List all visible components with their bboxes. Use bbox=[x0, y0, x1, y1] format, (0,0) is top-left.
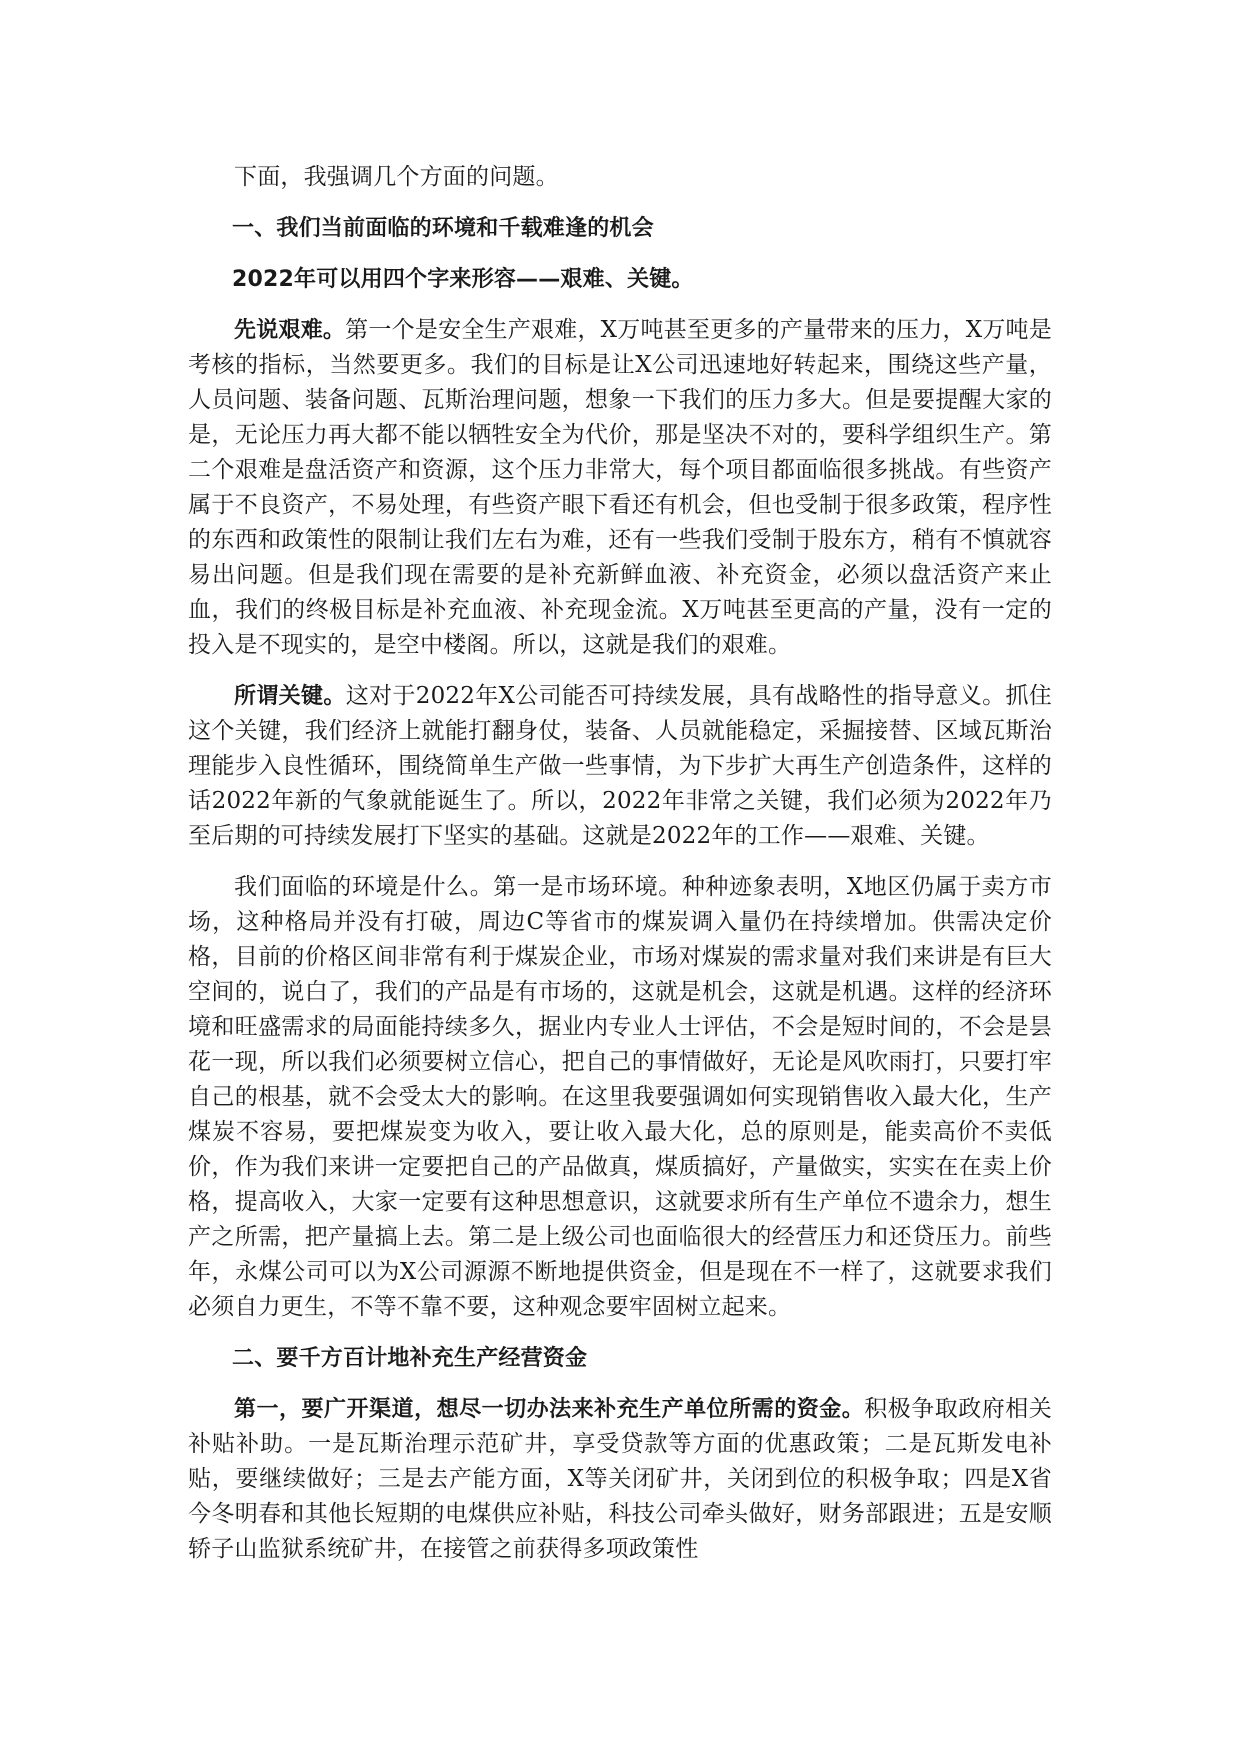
intro-paragraph: 下面，我强调几个方面的问题。 bbox=[234, 164, 559, 190]
paragraph-difficulty bbox=[188, 313, 1052, 663]
paragraph-first bbox=[188, 1392, 1052, 1567]
section-2-heading: 二、要千方百计地补充生产经营资金 bbox=[232, 1346, 588, 1371]
paragraph-key-lead: 所谓关键。 bbox=[234, 684, 346, 709]
document-body bbox=[188, 160, 1052, 1583]
paragraph-difficulty-lead: 先说艰难。 bbox=[234, 318, 346, 343]
paragraph-difficulty-body: 第一个是安全生产艰难，X万吨甚至更多的产量带来的压力，X万吨是考核的指标，当然要更多。我们的目标是让X公司迅速地好转起来，围绕这些产量，人员问题、装备问题、瓦斯治理问题，想象一下我们的压力多大。但是要提醒大家的是，无论压力再大都不能以牺牲安全为代价，那是坚决不对的，要科学组织生产。第二个艰难是盘活资产和资源，这个压力非常大，每个项目都面临很多挑战。有些资产属于不良资产，不易处理，有些资产眼下看还有机会，但也受制于很多政策，程序性的东西和政策性的限制让我们左右为难，还有一些我们受制于股东方，稍有不慎就容易出问题。但是我们现在需要的是补充新鲜血液、补充资金，必须以盘活资产来止血，我们的终极目标是补充血液、补充现金流。X万吨甚至更高的产量，没有一定的投入是不现实的，是空中楼阁。所以，这就是我们的艰难。 bbox=[188, 317, 1052, 658]
paragraph-key bbox=[188, 679, 1052, 854]
section-1-heading: 一、我们当前面临的环境和千载难逢的机会 bbox=[232, 216, 654, 241]
paragraph-first-body: 积极争取政府相关补贴补助。一是瓦斯治理示范矿井，享受贷款等方面的优惠政策；二是瓦斯发电补贴，要继续做好；三是去产能方面，X等关闭矿井，关闭到位的积极争取；四是X省今冬明春和其他长短期的电煤供应补贴，科技公司牵头做好，财务部跟进；五是安顺轿子山监狱系统矿井，在接管之前获得多项政策性 bbox=[188, 1396, 1052, 1562]
subheading-2022: 2022年可以用四个字来形容——艰难、关键。 bbox=[232, 267, 694, 292]
paragraph-key-body: 这对于2022年X公司能否可持续发展，具有战略性的指导意义。抓住这个关键，我们经济上就能打翻身仗，装备、人员就能稳定，采掘接替、区域瓦斯治理能步入良性循环，围绕简单生产做一些事情，为下步扩大再生产创造条件，这样的话2022年新的气象就能诞生了。所以，2022年非常之关键，我们必须为2022年乃至后期的可持续发展打下坚实的基础。这就是2022年的工作——艰难、关键。 bbox=[188, 683, 1052, 849]
paragraph-environment: 我们面临的环境是什么。第一是市场环境。种种迹象表明，X地区仍属于卖方市场，这种格局并没有打破，周边C等省市的煤炭调入量仍在持续增加。供需决定价格，目前的价格区间非常有利于煤炭企业，市场对煤炭的需求量对我们来讲是有巨大空间的，说白了，我们的产品是有市场的，这就是机会，这就是机遇。这样的经济环境和旺盛需求的局面能持续多久，据业内专业人士评估，不会是短时间的，不会是昙花一现，所以我们必须要树立信心，把自己的事情做好，无论是风吹雨打，只要打牢自己的根基，就不会受太大的影响。在这里我要强调如何实现销售收入最大化，生产煤炭不容易，要把煤炭变为收入，要让收入最大化，总的原则是，能卖高价不卖低价，作为我们来讲一定要把自己的产品做真，煤质搞好，产量做实，实实在在卖上价格，提高收入，大家一定要有这种思想意识，这就要求所有生产单位不遗余力，想生产之所需，把产量搞上去。第二是上级公司也面临很大的经营压力和还贷压力。前些年，永煤公司可以为X公司源源不断地提供资金，但是现在不一样了，这就要求我们必须自力更生，不等不靠不要，这种观念要牢固树立起来。 bbox=[188, 874, 1052, 1320]
paragraph-first-lead: 第一，要广开渠道，想尽一切办法来补充生产单位所需的资金。 bbox=[234, 1397, 865, 1422]
